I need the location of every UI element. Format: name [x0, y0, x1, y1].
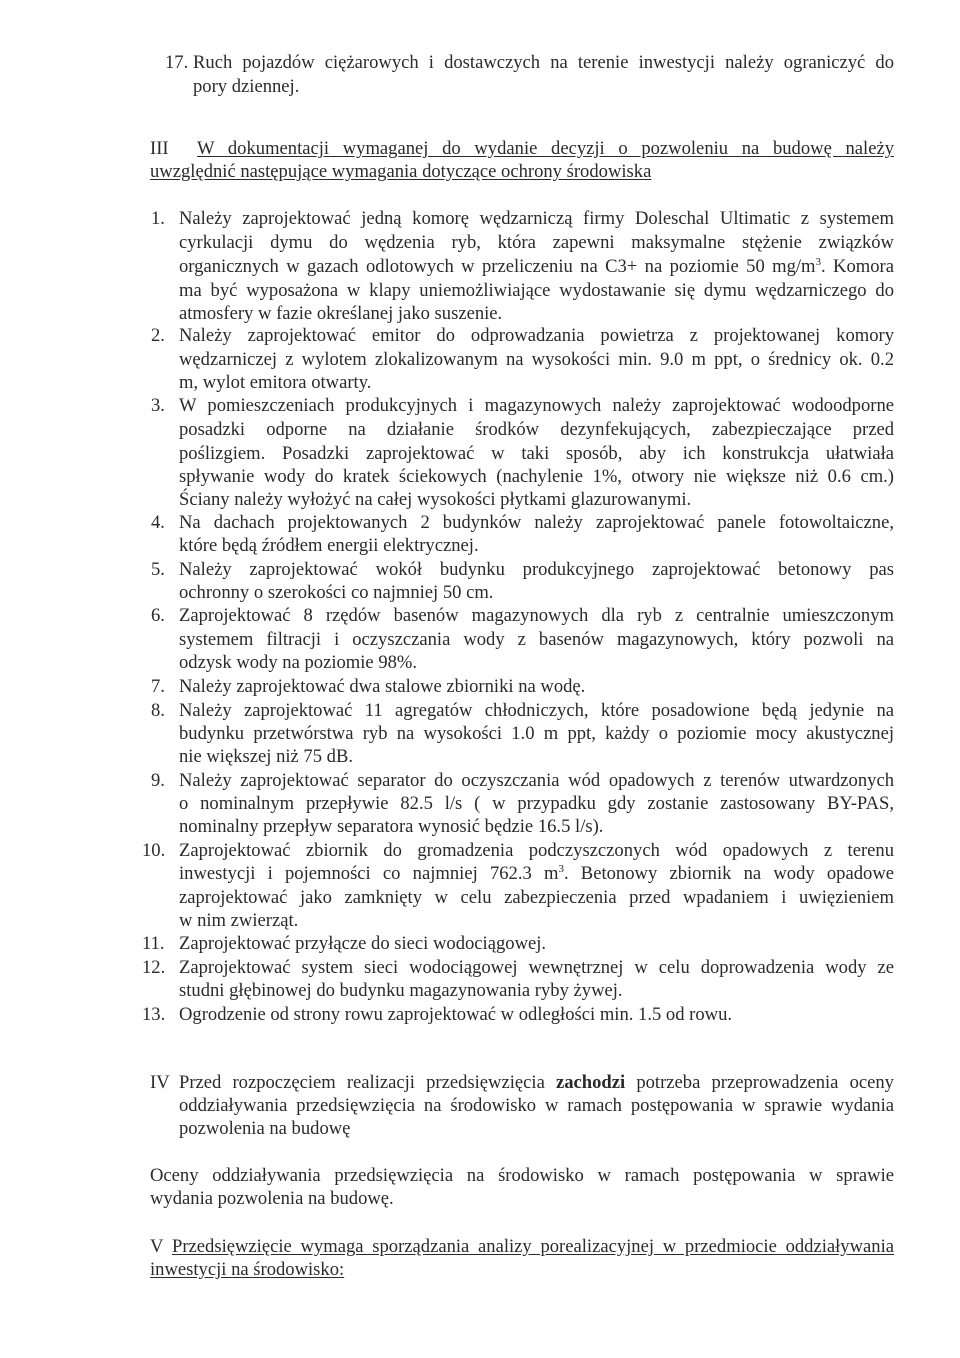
item-5-line-2: ochronny o szerokości co najmniej 50 cm.	[179, 582, 494, 603]
section-3-heading-line-2: uwzględnić następujące wymagania dotyczące ochrony środowiska	[150, 161, 652, 182]
section-5-heading-line-1: Przedsięwzięcie wymaga sporządzania analizy porealizacyjnej w przedmiocie oddziaływania	[172, 1236, 894, 1257]
item-5-line-1: Należy zaprojektować wokół budynku produkcyjnego zaprojektować betonowy pas	[179, 559, 894, 580]
item-3-line-5: Ściany należy wyłożyć na całej wysokości płytkami glazurowanymi.	[179, 489, 692, 510]
section-5-roman: V	[150, 1236, 164, 1257]
item-1-number: 1.	[151, 208, 165, 229]
item-10-line-2: inwestycji i pojemności co najmniej 762.3 $m^3$. Betonowy zbiornik na wody opadowe	[179, 862, 895, 884]
item-10-line-1: Zaprojektować zbiornik do gromadzenia podczyszczonych wód opadowych z terenu	[179, 840, 894, 861]
item-8-number: 8.	[151, 700, 165, 721]
item-10-line-3: zaprojektować jako zamknięty w celu zabezpieczenia przed wpadaniem i uwięzieniem	[179, 887, 894, 908]
item-9-line-3: nominalny przepływ separatora wynosić będzie 16.5 l/s).	[179, 816, 604, 837]
item-1-line-4: ma być wyposażona w klapy uniemożliwiające wydostawanie się dymu wędzarniczego do	[179, 280, 894, 301]
item-4-line-2: które będą źródłem energii elektrycznej.	[179, 535, 479, 556]
item-1-line-3: organicznych w gazach odlotowych w przeliczeniu na C3+ na poziomie 50 $mg/m^3$. Komora	[179, 255, 894, 277]
section-4-roman: IV	[150, 1072, 170, 1093]
item-1-line-1: Należy zaprojektować jedną komorę wędzarniczą firmy Doleschal Ultimatic z systemem	[179, 208, 894, 229]
item-9-line-1: Należy zaprojektować separator do oczyszczania wód opadowych z terenów utwardzonych	[179, 770, 894, 791]
item-12-number: 12.	[142, 957, 166, 978]
item-2-line-3: m, wylot emitora otwarty.	[179, 372, 372, 393]
item-17-line-2: pory dziennej.	[193, 76, 300, 97]
section-4-line-1: Przed rozpoczęciem realizacji przedsięwzięcia zachodzi potrzeba przeprowadzenia oceny	[179, 1072, 894, 1093]
item-11-line-1: Zaprojektować przyłącze do sieci wodociągowej.	[179, 933, 547, 954]
item-13-line-1: Ogrodzenie od strony rowu zaprojektować w odległości min. 1.5 od rowu.	[179, 1004, 733, 1025]
section-4-line-3: pozwolenia na budowę	[179, 1118, 351, 1139]
item-8-line-3: nie większej niż 75 dB.	[179, 746, 354, 767]
section-4-para-2-line-1: Oceny oddziaływania przedsięwzięcia na środowisko w ramach postępowania w sprawie	[150, 1165, 894, 1186]
item-17-line-1: Ruch pojazdów ciężarowych i dostawczych na terenie inwestycji należy ograniczyć do	[193, 52, 894, 73]
item-3-line-1: W pomieszczeniach produkcyjnych i magazynowych należy zaprojektować wodoodporne	[179, 395, 894, 416]
section-4-bold-word: zachodzi	[555, 1072, 626, 1093]
item-7-line-1: Należy zaprojektować dwa stalowe zbiorniki na wodę.	[179, 676, 586, 697]
item-4-number: 4.	[151, 512, 165, 533]
item-1-line-5: atmosfery w fazie określanej jako suszenie.	[179, 303, 503, 324]
item-13-number: 13.	[142, 1004, 166, 1025]
item-6-line-1: Zaprojektować 8 rzędów basenów magazynowych dla ryb z centralnie umieszczonym	[179, 605, 894, 626]
item-3-number: 3.	[151, 395, 165, 416]
item-3-line-4: spływanie wody do kratek ściekowych (nachylenie 1%, otwory nie większe niż 0.6 cm.)	[179, 466, 894, 487]
item-8-line-1: Należy zaprojektować 11 agregatów chłodniczych, które posadowione będą jedynie na	[179, 700, 894, 721]
item-10-number: 10.	[142, 840, 166, 861]
section-3-heading-line-1: W dokumentacji wymaganej do wydanie decyzji o pozwoleniu na budowę należy	[197, 138, 894, 159]
section-5-heading-line-2: inwestycji na środowisko:	[150, 1259, 345, 1280]
item-7-number: 7.	[151, 676, 165, 697]
item-12-line-1: Zaprojektować system sieci wodociągowej wewnętrznej w celu doprowadzenia wody ze	[179, 957, 894, 978]
item-6-number: 6.	[151, 605, 165, 626]
item-3-line-3: poślizgiem. Posadzki zaprojektować w taki sposób, aby ich konstrukcja ułatwiała	[179, 443, 894, 464]
item-9-line-2: o nominalnym przepływie 82.5 l/s ( w przypadku gdy zostanie zastosowany BY-PAS,	[179, 793, 894, 814]
item-3-line-2: posadzki odporne na działanie środków dezynfekujących, zabezpieczające przed	[179, 419, 894, 440]
section-4-line-2: oddziaływania przedsięwzięcia na środowisko w ramach postępowania w sprawie wydania	[179, 1095, 894, 1116]
item-12-line-2: studni głębinowej do budynku magazynowania ryby żywej.	[179, 980, 623, 1001]
item-2-number: 2.	[151, 325, 165, 346]
section-3-roman: III	[150, 138, 169, 159]
item-11-number: 11.	[142, 933, 165, 954]
section-4-para-2-line-2: wydania pozwolenia na budowę.	[150, 1188, 394, 1209]
item-9-number: 9.	[151, 770, 165, 791]
item-17-number: 17.	[165, 52, 189, 73]
item-1-line-2: cyrkulacji dymu do wędzenia ryb, która zapewni maksymalne stężenie związków	[179, 232, 894, 253]
item-2-line-2: wędzarniczej z wylotem zlokalizowanym na wysokości min. 9.0 m ppt, o średnicy ok. 0.2	[179, 349, 894, 370]
item-5-number: 5.	[151, 559, 165, 580]
item-8-line-2: budynku przetwórstwa ryb na wysokości 1.0 m ppt, każdy o poziomie mocy akustycznej	[179, 723, 894, 744]
item-2-line-1: Należy zaprojektować emitor do odprowadzania powietrza z projektowanej komory	[179, 325, 894, 346]
item-6-line-2: systemem filtracji i oczyszczania wody z basenów magazynowych, który pozwoli na	[179, 629, 894, 650]
item-10-line-4: w nim zwierząt.	[179, 910, 299, 931]
item-6-line-3: odzysk wody na poziomie 98%.	[179, 652, 418, 673]
item-4-line-1: Na dachach projektowanych 2 budynków należy zaprojektować panele fotowoltaiczne,	[179, 512, 894, 533]
